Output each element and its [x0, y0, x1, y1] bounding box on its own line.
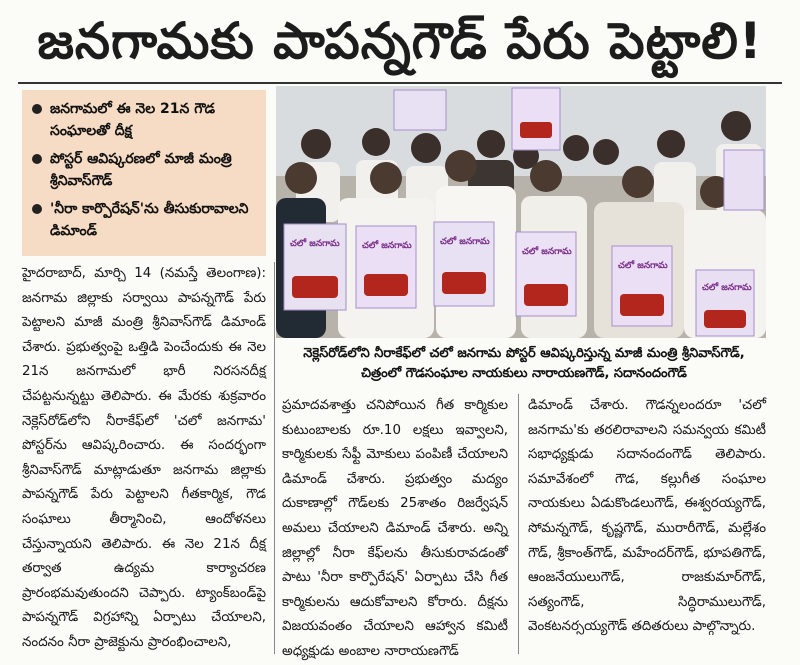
bullet-icon	[32, 204, 42, 214]
highlights-box	[22, 90, 266, 256]
headline: జనగామకు పాపన్నగౌడ్ పేరు పెట్టాలి!	[37, 12, 763, 70]
column-divider	[518, 394, 519, 654]
highlight-text: పోస్టర్ ఆవిష్కరణలో మాజీ మంత్రి శ్రీనివాస్‌గౌడ్	[50, 151, 232, 189]
article-column-1: హైదరాబాద్, మార్చి 14 (నమస్తే తెలంగాణ): జనగామ జిల్లాకు సర్వాయి పాపన్నగౌడ్ పేరు పెట్టాలని మాజీ మంత్రి శ్రీనివాస్‌గౌడ్ డిమాండ్ చేశారు. ప్రభుత్వంపై ఒత్తిడి పెంచేందుకు ఈ నెల 21న జనగామలో భారీ నిరసనదీక్ష చేపట్టనున్నట్టు తెలిపారు. ఈ మేరకు శుక్రవారం నెక్లెస్‌రోడ్‌లోని నీరాకేఫ్‌లో 'చలో జనగామ' పోస్టర్‌ను ఆవిష్కరించారు. ఈ సందర్భంగా శ్రీనివాస్‌గౌడ్ మాట్లాడుతూ జనగామ జిల్లాకు పాపన్నగౌడ్ పేరు పెట్టాలని గీతకార్మిక, గౌడ సంఘాలు తీర్మానించి, ఆందోళనలు చేస్తున్నాయని తెలిపారు. ఈ నెల 21న దీక్ష తర్వాత ఉద్యమ కార్యాచరణ ప్రారంభమవుతుందని చెప్పారు. ట్యాంక్‌బండ్‌పై పాపన్నగౌడ్ విగ్రహాన్ని ఏర్పాటు చేయాలని, నందనం నీరా ప్రాజెక్టును ప్రారంభించాలని,	[22, 266, 266, 650]
news-photo	[276, 86, 766, 338]
photo-caption: నెక్లెస్‌రోడ్‌లోని నీరాకేఫ్‌లో చలో జనగామ పోస్టర్ ఆవిష్కరిస్తున్న మాజీ మంత్రి శ్రీనివాస్‌గౌడ్, చిత్రంలో గౌడసంఘాల నాయకులు నారాయణగౌడ్, సదానందంగౌడ్	[303, 346, 745, 381]
poster-text: చలో జనగామ	[362, 241, 412, 251]
highlight-item	[32, 198, 258, 242]
article-column-2: ప్రమాదవశాత్తు చనిపోయిన గీత కార్మికుల కుటుంబాలకు రూ.10 లక్షలు ఇవ్వాలని, కార్మికులకు సేఫ్టీ మోకులు పంపిణీ చేయాలని డిమాండ్ చేశారు. ప్రభుత్వం మద్యం దుకాణాల్లో గౌడ్‌లకు 25శాతం రిజర్వేషన్ అమలు చేయాలని డిమాండ్ చేశారు. అన్ని జిల్లాల్లో నీరా కేఫ్‌లను తీసుకురావడంతో పాటు 'నీరా కార్పొరేషన్' ఏర్పాటు చేసి గీత కార్మికులను ఆదుకోవాలని కోరారు. దీక్షను విజయవంతం చేయాలని ఆహ్వాన కమిటీ అధ్యక్షుడు అంబాల నారాయణగౌడ్	[282, 398, 508, 659]
highlight-text: జనగామలో ఈ నెల 21న గౌడ సంఘాలతో దీక్ష	[50, 101, 215, 139]
poster-text: చలో జనగామ	[290, 239, 340, 249]
poster-text: చలో జనగామ	[522, 247, 572, 257]
bullet-icon	[32, 104, 42, 114]
photo-illustration	[276, 86, 766, 338]
highlight-item	[32, 98, 258, 142]
poster-text: చలో జనగామ	[618, 261, 668, 271]
bullet-icon	[32, 154, 42, 164]
poster-text: చలో జనగామ	[702, 283, 752, 293]
headline-rule	[18, 82, 782, 84]
column-divider	[274, 262, 275, 654]
article-column-3: డిమాండ్ చేశారు. గౌడన్నలందరూ 'చలో జనగామ'కు తరలిరావాలని సమన్వయ కమిటీ సభాధ్యక్షుడు సదానందంగౌడ్ తెలిపారు. సమావేశంలో గౌడ, కల్లుగీత సంఘాల నాయకులు ఏడుకొండలుగౌడ్, ఈశ్వరయ్యగౌడ్, సోమన్నగౌడ్, కృష్ణగౌడ్, మురారీగౌడ్, మల్లేశం గౌడ్, శ్రీకాంత్‌గౌడ్, మహేందర్‌గౌడ్, భూపతిగౌడ్, ఆంజనేయులుగౌడ్, రాజకుమార్‌గౌడ్, సత్యంగౌడ్, సిద్ధిరాములుగౌడ్, వెంకటనర్సయ్యగౌడ్ తదితరులు పాల్గొన్నారు.	[528, 398, 766, 635]
poster-text: చలో జనగామ	[440, 237, 490, 247]
highlight-text: 'నీరా కార్పొరేషన్'ను తీసుకురావాలని డిమాండ్	[50, 201, 249, 239]
highlight-item	[32, 148, 258, 192]
